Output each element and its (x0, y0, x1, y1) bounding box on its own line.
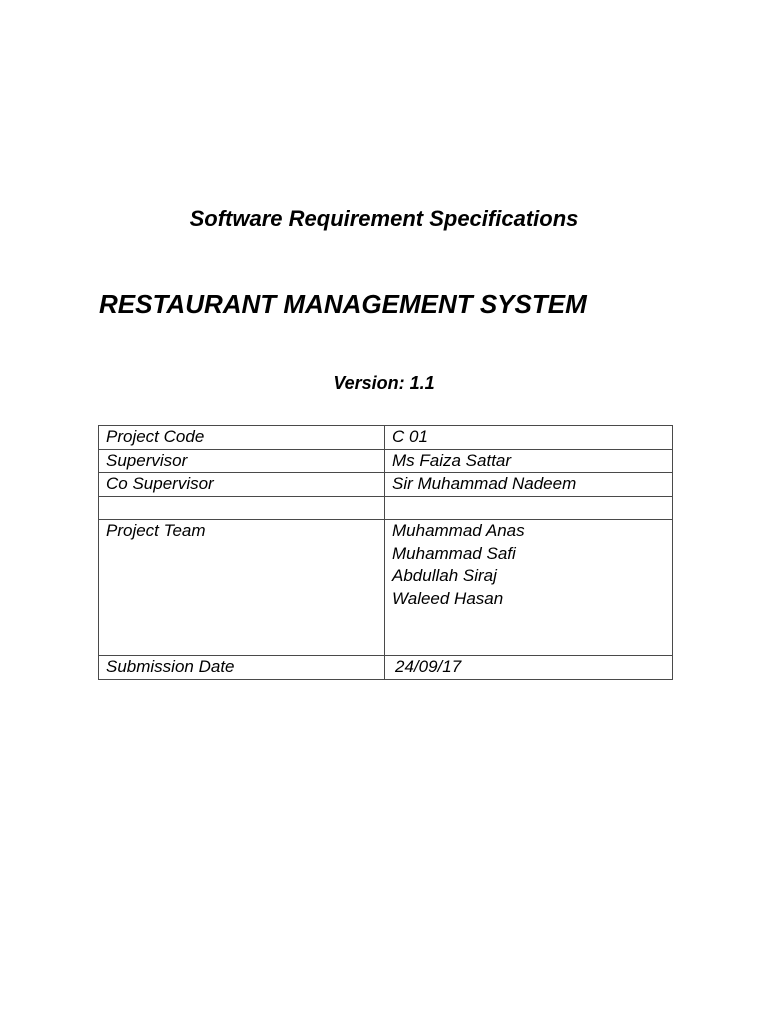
project-code-value: C 01 (385, 426, 673, 450)
document-subtitle: Software Requirement Specifications (189, 206, 579, 231)
supervisor-value: Ms Faiza Sattar (385, 449, 673, 473)
table-row (99, 473, 673, 497)
co-supervisor-value: Sir Muhammad Nadeem (385, 473, 673, 497)
table-row (99, 520, 673, 656)
document-title: RESTAURANT MANAGEMENT SYSTEM (99, 289, 587, 319)
table-row (99, 449, 673, 473)
table-row-empty (99, 496, 673, 520)
submission-date-value: 24/09/17 (385, 656, 673, 680)
project-team-label: Project Team (99, 520, 385, 656)
project-info-table (98, 425, 673, 680)
empty-cell (99, 496, 385, 520)
table-row (99, 656, 673, 680)
empty-cell (385, 496, 673, 520)
project-team-members (385, 520, 673, 656)
team-member: Abdullah Siraj (392, 566, 497, 585)
team-member: Muhammad Safi (392, 543, 516, 563)
submission-date-label: Submission Date (99, 656, 385, 680)
table-row (99, 426, 673, 450)
team-member: Waleed Hasan (392, 588, 504, 608)
document-version: Version: 1.1 (333, 373, 435, 393)
project-code-label: Project Code (99, 426, 385, 450)
team-member: Muhammad Anas (392, 521, 525, 540)
co-supervisor-label: Co Supervisor (99, 473, 385, 497)
supervisor-label: Supervisor (99, 449, 385, 473)
